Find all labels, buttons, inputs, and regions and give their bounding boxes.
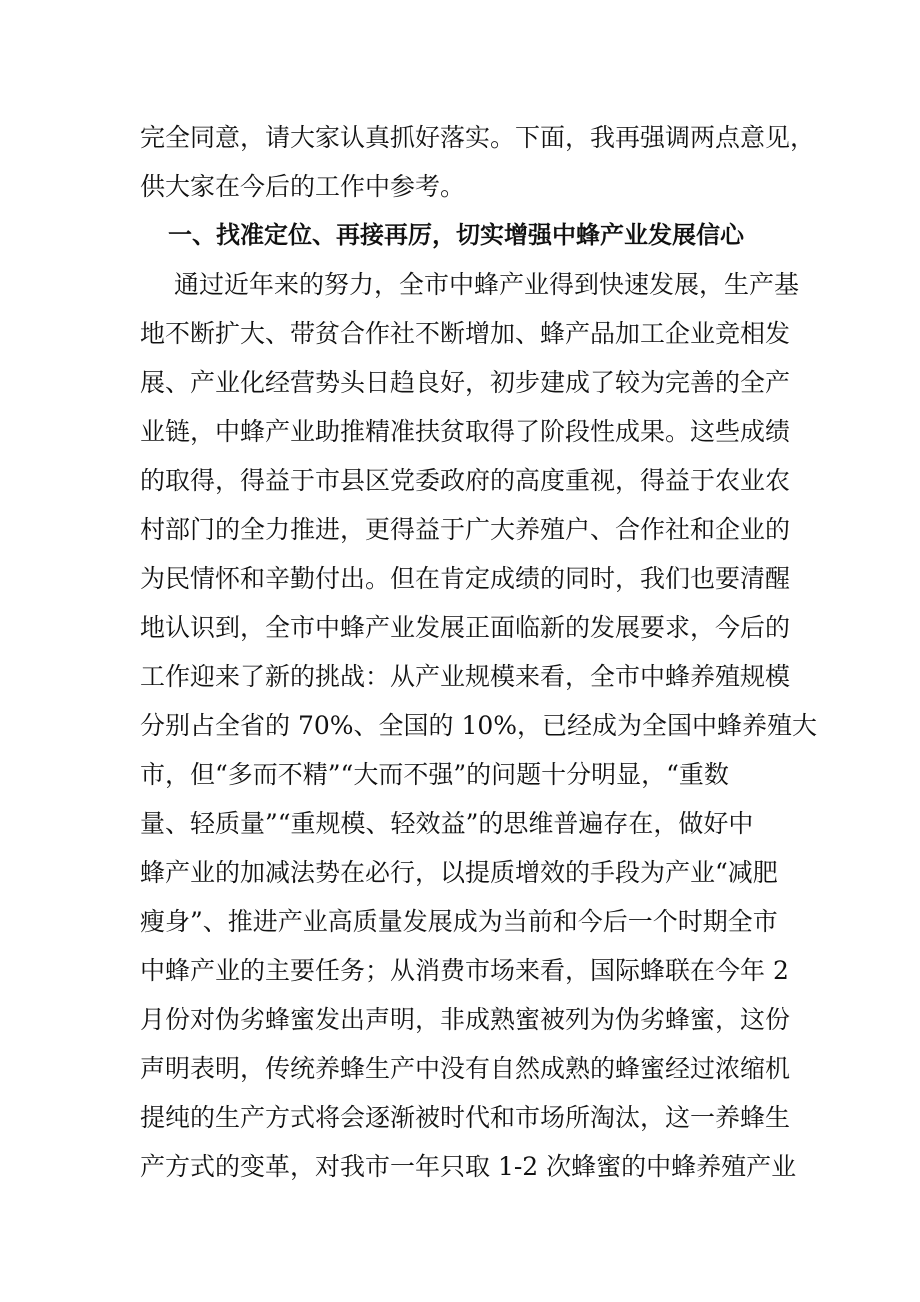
body-line: 蜂产业的加减法势在必行，以提质增效的手段为产业“减肥 [140, 858, 778, 887]
body-line: 完全同意，请大家认真抓好落实。下面，我再强调两点意见， [140, 123, 816, 152]
body-line: 供大家在今后的工作中参考。 [140, 172, 466, 201]
body-line: 地不断扩大、带贫合作社不断增加、蜂产品加工企业竞相发 [140, 319, 791, 348]
body-line: 量、轻质量”“重规模、轻效益”的思维普遍存在，做好中 [140, 809, 754, 838]
body-line: 中蜂产业的主要任务；从消费市场来看，国际蜂联在今年 2 [140, 956, 789, 985]
body-line: 市，但“多而不精”“大而不强”的问题十分明显，“重数 [140, 760, 729, 789]
document-body [140, 113, 818, 1191]
section-heading: 一、找准定位、再接再厉，切实增强中蜂产业发展信心 [168, 221, 744, 249]
body-line: 村部门的全力推进，更得益于广大养殖户、合作社和企业的 [140, 515, 791, 544]
paragraph-first-line: 通过近年来的努力，全市中蜂产业得到快速发展，生产基 [174, 270, 800, 299]
body-line: 声明表明，传统养蜂生产中没有自然成熟的蜂蜜经过浓缩机 [140, 1054, 791, 1083]
body-line: 工作迎来了新的挑战：从产业规模来看，全市中蜂养殖规模 [140, 662, 791, 691]
body-line: 展、产业化经营势头日趋良好，初步建成了较为完善的全产 [140, 368, 791, 397]
body-line: 提纯的生产方式将会逐渐被时代和市场所淘汰，这一养蜂生 [140, 1103, 791, 1132]
body-line: 产方式的变革，对我市一年只取 1-2 次蜂蜜的中蜂养殖产业 [140, 1152, 797, 1181]
body-line: 的取得，得益于市县区党委政府的高度重视，得益于农业农 [140, 466, 791, 495]
body-line: 瘦身”、推进产业高质量发展成为当前和今后一个时期全市 [140, 907, 778, 936]
body-line: 地认识到，全市中蜂产业发展正面临新的发展要求，今后的 [140, 613, 791, 642]
body-line: 为民情怀和辛勤付出。但在肯定成绩的同时，我们也要清醒 [140, 564, 791, 593]
body-line: 业链，中蜂产业助推精准扶贫取得了阶段性成果。这些成绩 [140, 417, 791, 446]
body-line: 月份对伪劣蜂蜜发出声明，非成熟蜜被列为伪劣蜂蜜，这份 [140, 1005, 791, 1034]
body-line: 分别占全省的 70%、全国的 10%，已经成为全国中蜂养殖大 [140, 711, 818, 740]
